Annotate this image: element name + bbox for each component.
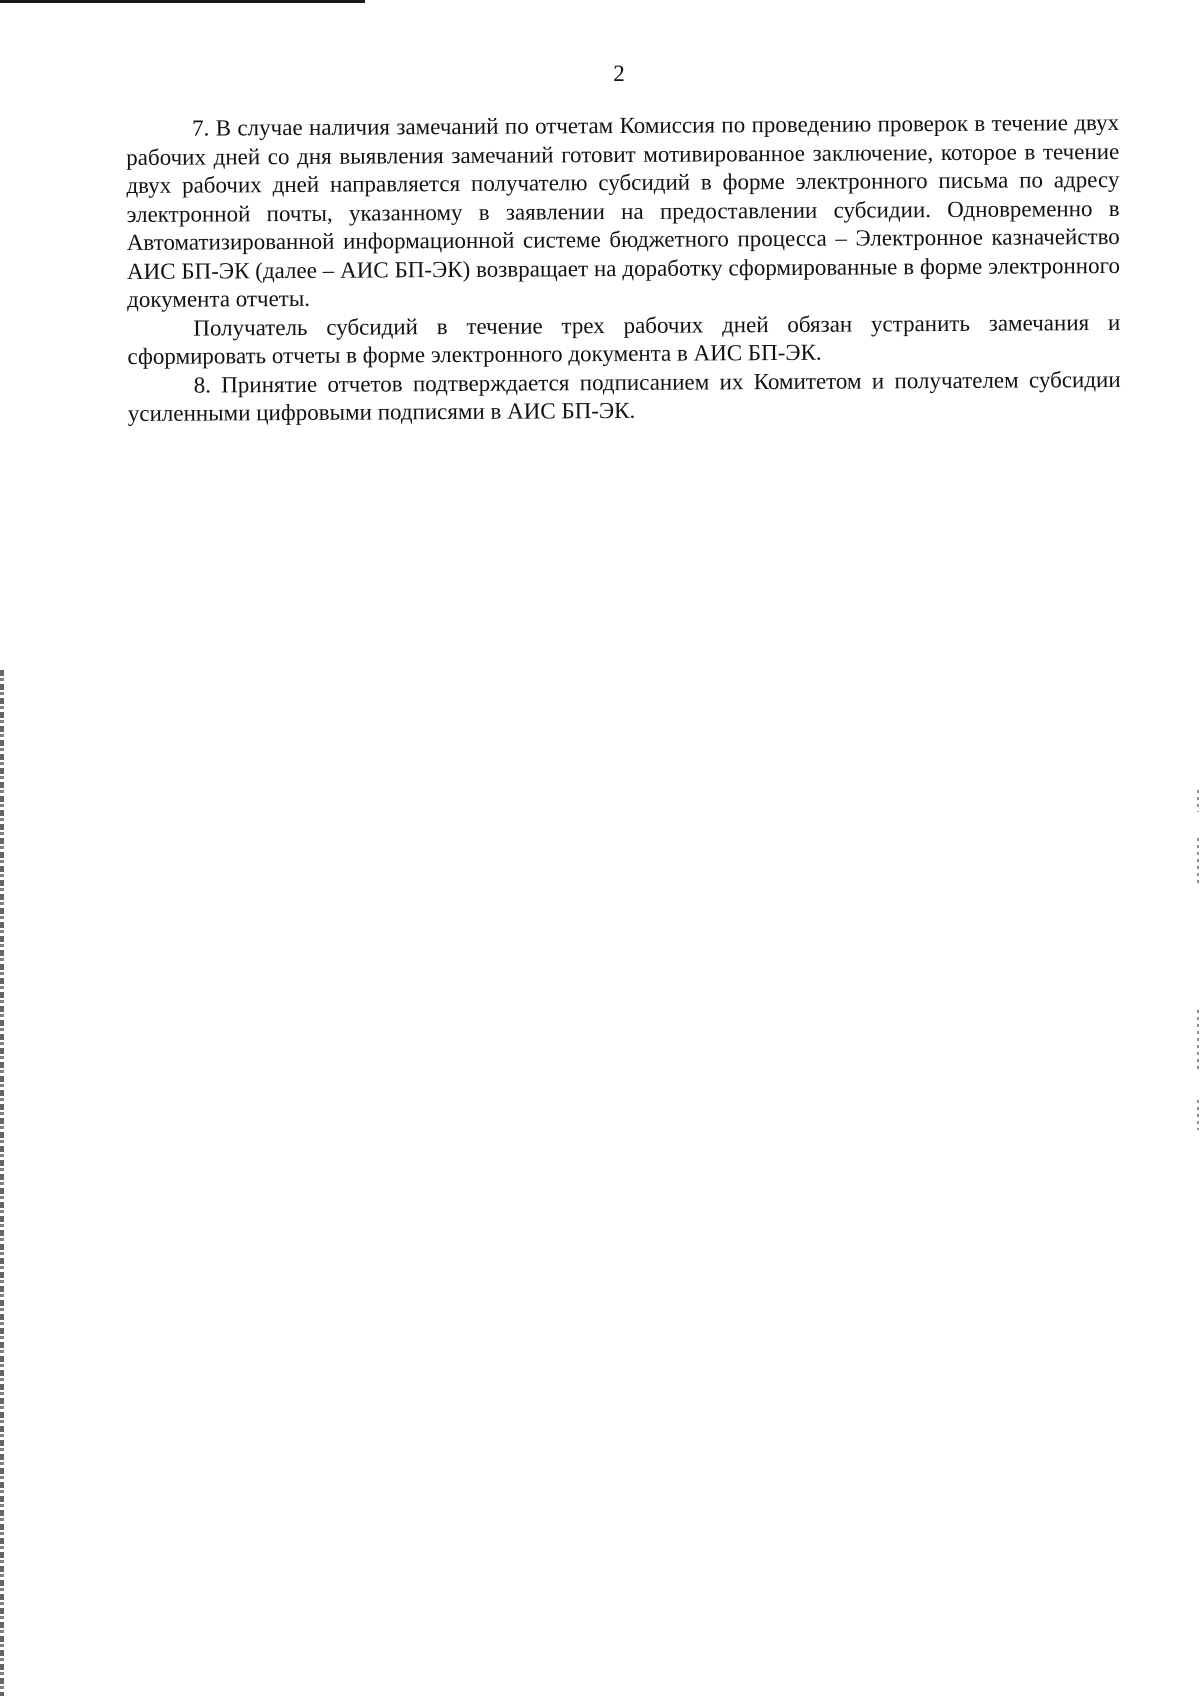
page-number: 2	[613, 61, 625, 86]
paragraph-7: 7. В случае наличия замечаний по отчетам Комиссия по проведению проверок в течение двух рабочих дней со дня выявления замечаний готовит мотивированное заключение, которое в течение двух рабочих дней направляется получателю субсидий в форме электронного письма по адресу электронной почты, указанному в заявлении на предоставлении субсидии. Одновременно в Автоматизированной информационной системе бюджетного процесса – Электронное казначейство АИС БП-ЭК (далее – АИС БП-ЭК) возвращает на доработку сформированные в форме электронного документа отчеты.	[126, 109, 1121, 312]
scan-right-mark	[1197, 1010, 1199, 1070]
scan-right-mark	[1197, 790, 1199, 812]
document-body	[126, 109, 1121, 429]
scan-left-edge	[0, 670, 4, 1696]
scan-top-edge	[0, 0, 365, 3]
scan-right-mark	[1197, 838, 1199, 886]
paragraph-recipient: Получатель субсидий в течение трех рабочих дней обязан устранить замечания и сформировать отчеты в форме электронного документа в АИС БП-ЭК.	[127, 309, 1121, 369]
scan-right-mark	[1197, 1100, 1199, 1130]
paragraph-8: 8. Принятие отчетов подтверждается подписанием их Комитетом и получателем субсидии усиленными цифровыми подписями в АИС БП-ЭК.	[127, 366, 1121, 426]
